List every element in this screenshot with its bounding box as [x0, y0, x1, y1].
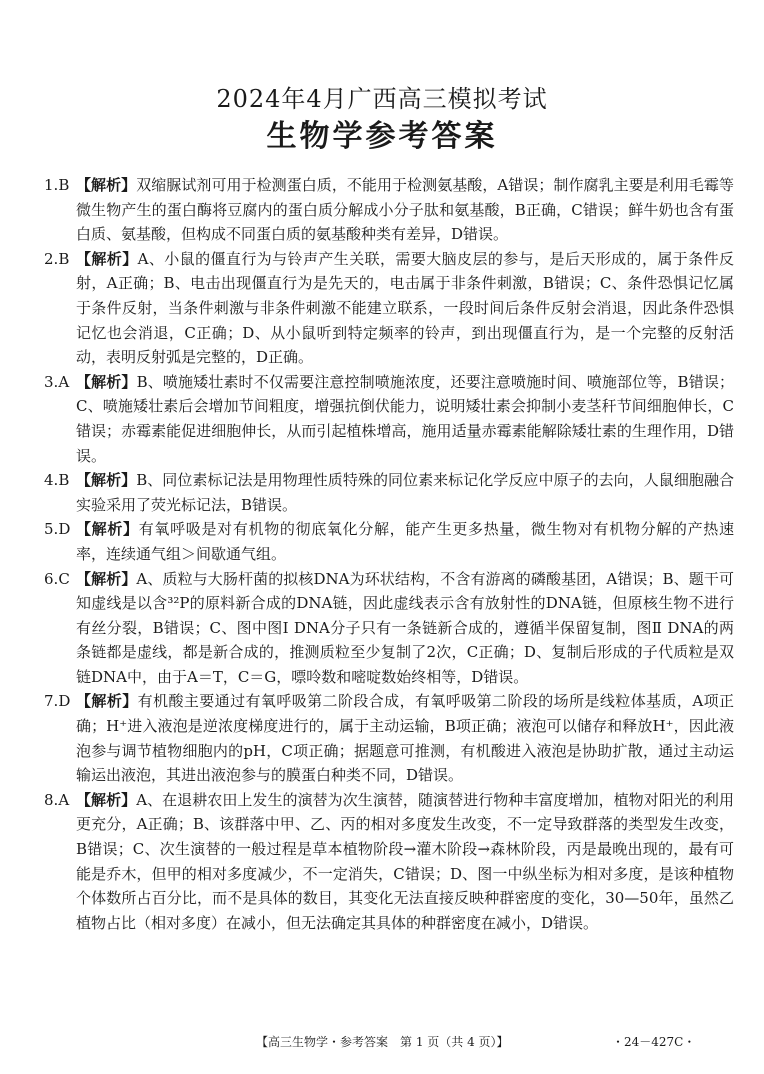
analysis-tag: 【解析】 [76, 249, 138, 268]
analysis-tag: 【解析】 [76, 569, 137, 588]
answer-item-1 [44, 173, 734, 247]
item-explanation: 【解析】双缩脲试剂可用于检测蛋白质，不能用于检测氨基酸，A错误；制作腐乳主要是利用毛霉等微生物产生的蛋白酶将豆腐内的蛋白质分解成小分子肽和氨基酸，B正确，C错误；鲜牛奶也含有蛋白质、氨基酸，但构成不同蛋白质的氨基酸种类有差异，D错误。 [76, 176, 734, 244]
item-number: 4.B [44, 471, 70, 490]
answer-item-3 [44, 370, 734, 468]
answer-item-2 [44, 247, 734, 370]
item-number: 1.B [44, 176, 70, 194]
analysis-tag: 【解析】 [76, 471, 137, 490]
analysis-tag: 【解析】 [76, 692, 138, 711]
item-explanation: 【解析】A、小鼠的僵直行为与铃声产生关联，需要大脑皮层的参与，是后天形成的，属于条件反射，A正确；B、电击出现僵直行为是先天的，电击属于非条件刺激，B错误；C、条件恐惧记忆属于条件反射，当条件刺激与非条件刺激不能建立联系，一段时间后条件反射会消退，因此条件恐惧记忆也会消退，C正确；D、从小鼠听到特定频率的铃声，到出现僵直行为，是一个完整的反射活动，表明反射弧是完整的，D正确。 [76, 249, 734, 367]
item-explanation: 【解析】A、在退耕农田上发生的演替为次生演替，随演替进行物种丰富度增加，植物对阳光的利用更充分，A正确；B、该群落中甲、乙、丙的相对多度发生改变，不一定导致群落的类型发生改变，B错误；C、次生演替的一般过程是草本植物阶段→灌木阶段→森林阶段，丙是最晚出现的，最有可能是乔木，但甲的相对多度减少，不一定消失，C错误；D、图一中纵坐标为相对多度，是该种植物个体数所占百分比，而不是具体的数目，其变化无法直接反映种群密度的变化，30—50年，虽然乙植物占比（相对多度）在减小，但无法确定其具体的种群密度在减小，D错误。 [76, 790, 734, 932]
item-explanation: 【解析】有氧呼吸是对有机物的彻底氧化分解，能产生更多热量，微生物对有机物分解的产热速率，连续通气组＞间歇通气组。 [76, 520, 734, 563]
answer-item-8 [44, 788, 734, 936]
footer-exam-code: ・24－427C・ [612, 1035, 696, 1049]
analysis-tag: 【解析】 [76, 790, 137, 809]
item-number: 3.A [44, 372, 70, 391]
item-explanation: 【解析】A、质粒与大肠杆菌的拟核DNA为环状结构，不含有游离的磷酸基团，A错误；B、题干可知虚线是以含³²P的原料新合成的DNA链，因此虚线表示含有放射性的DNA链，但原核生物不进行有丝分裂，B错误；C、图中图Ⅰ DNA分子只有一条链新合成的，遵循半保留复制，图Ⅱ DNA的两条链都是虚线，都是新合成的，推测质粒至少复制了2次，C正确；D、复制后形成的子代质粒是双链DNA中，由于A＝T，C＝G，嘌呤数和嘧啶数始终相等，D错误。 [76, 569, 734, 686]
analysis-tag: 【解析】 [76, 520, 139, 539]
item-number: 7.D [44, 692, 71, 711]
analysis-tag: 【解析】 [76, 372, 137, 391]
answer-item-6 [44, 567, 734, 690]
analysis-tag: 【解析】 [76, 176, 137, 194]
item-number: 8.A [44, 790, 70, 809]
item-number: 2.B [44, 249, 70, 268]
answer-item-5 [44, 517, 734, 566]
item-explanation: 【解析】有机酸主要通过有氧呼吸第二阶段合成，有氧呼吸第二阶段的场所是线粒体基质，A项正确；H⁺进入液泡是逆浓度梯度进行的，属于主动运输，B项正确；液泡可以储存和释放H⁺，因此液泡参与调节植物细胞内的pH，C项正确；据题意可推测，有机酸进入液泡是协助扩散，通过主动运输运出液泡，其进出液泡参与的膜蛋白种类不同，D错误。 [76, 692, 734, 785]
exam-title: 2024年4月广西高三模拟考试 [216, 85, 548, 113]
page-footer [0, 1032, 764, 1052]
item-number: 6.C [44, 569, 70, 588]
answer-item-7 [44, 689, 734, 787]
answer-list [44, 173, 734, 935]
answer-item-4 [44, 468, 734, 517]
answer-key-title: 生物学参考答案 [266, 119, 498, 154]
item-explanation: 【解析】B、喷施矮壮素时不仅需要注意控制喷施浓度，还要注意喷施时间、喷施部位等，B错误；C、喷施矮壮素后会增加节间粗度，增强抗倒伏能力，说明矮壮素会抑制小麦茎秆节间细胞伸长，C错误；赤霉素能促进细胞伸长，从而引起植株增高，施用适量赤霉素能解除矮壮素的生理作用，D错误。 [76, 372, 734, 465]
footer-page-info: 【高三生物学・参考答案 第 1 页（共 4 页）】 [256, 1035, 509, 1049]
item-number: 5.D [44, 520, 71, 539]
item-explanation: 【解析】B、同位素标记法是用物理性质特殊的同位素来标记化学反应中原子的去向，人鼠细胞融合实验采用了荧光标记法，B错误。 [76, 471, 734, 514]
